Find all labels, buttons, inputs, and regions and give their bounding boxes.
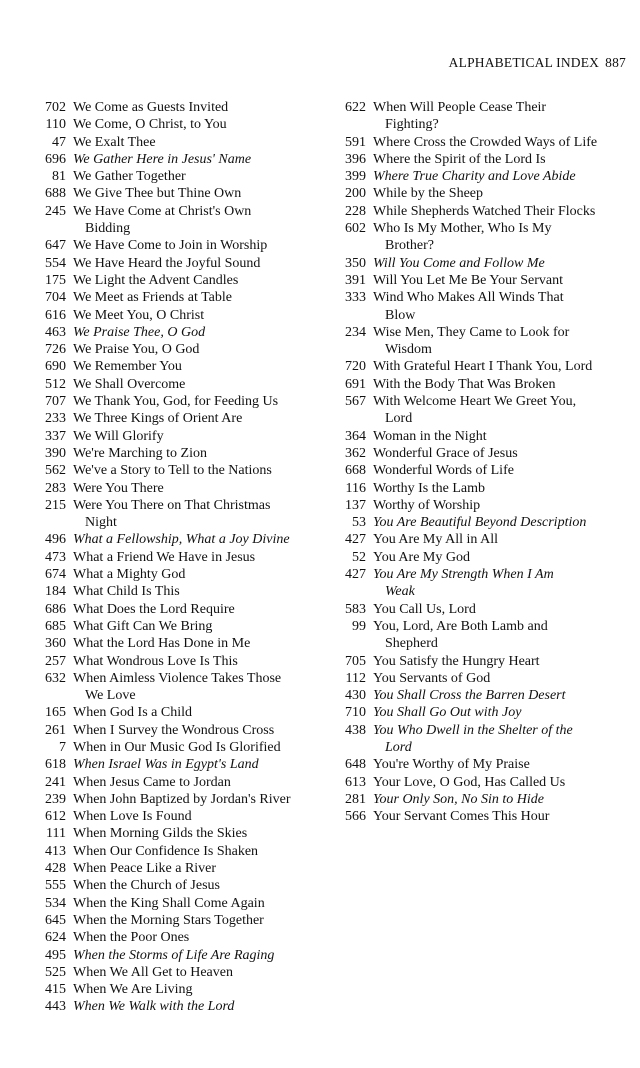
index-entry [30,237,320,254]
hymn-number: 438 [345,722,366,738]
index-entry [330,480,635,497]
hymn-title-continuation: Lord [385,411,413,427]
hymn-number: 562 [45,463,66,479]
hymn-title: Your Love, O God, Has Called Us [373,774,566,790]
hymn-title-continuation: We Love [85,688,136,704]
hymn-title: When the Poor Ones [73,930,190,946]
hymn-number: 473 [45,549,66,565]
index-entry [30,462,320,479]
hymn-title: Where True Charity and Love Abide [373,169,576,185]
index-entry [330,514,635,531]
hymn-title-continuation: Fighting? [385,117,439,133]
hymn-number: 674 [45,567,66,583]
index-entry [330,289,635,324]
hymn-number: 704 [45,290,66,306]
hymn-number: 612 [45,809,66,825]
index-column-right [330,99,635,825]
index-entry [330,722,635,757]
hymn-number: 443 [45,999,66,1015]
hymn-number: 427 [345,532,366,548]
hymn-number: 228 [345,203,366,219]
hymn-title-continuation: Lord [385,739,412,755]
hymn-number: 350 [345,255,366,271]
hymn-title: We're Marching to Zion [73,445,207,461]
hymn-number: 362 [345,445,366,461]
hymn-number: 645 [45,912,66,928]
index-entry [330,618,635,653]
hymn-title: When We All Get to Heaven [73,964,233,980]
hymn-number: 624 [45,930,66,946]
hymn-number: 111 [46,826,66,842]
hymn-number: 200 [345,186,366,202]
index-entry [330,255,635,272]
hymn-title: Worthy of Worship [373,497,481,513]
hymn-title: You Shall Cross the Barren Desert [373,688,566,704]
hymn-number: 7 [59,739,66,755]
index-entry [30,116,320,133]
hymn-number: 686 [45,601,66,617]
hymn-title: We Remember You [73,359,182,375]
index-entry [330,670,635,687]
index-entry [330,376,635,393]
hymn-title: What Does the Lord Require [73,601,235,617]
hymn-number: 234 [345,324,366,340]
index-entry [30,255,320,272]
hymn-number: 613 [345,774,366,790]
hymn-number: 396 [345,151,366,167]
hymn-number: 495 [45,947,66,963]
hymn-number: 705 [345,653,366,669]
running-header [449,55,626,71]
index-entry [30,358,320,375]
index-entry [30,376,320,393]
hymn-title: Worthy Is the Lamb [373,480,486,496]
hymn-title-continuation: Weak [385,584,415,600]
index-entry [30,99,320,116]
hymn-number: 668 [345,463,366,479]
hymn-title: You Shall Go Out with Joy [373,705,522,721]
index-entry [330,653,635,670]
hymn-title: Your Servant Comes This Hour [373,809,550,825]
hymn-title: When Israel Was in Egypt's Land [73,757,259,773]
hymn-title: What a Fellowship, What a Joy Divine [73,532,290,548]
hymn-title: With Grateful Heart I Thank You, Lord [373,359,593,375]
index-entry [30,929,320,946]
index-entry [30,670,320,705]
hymn-number: 53 [352,515,366,531]
hymn-number: 685 [45,618,66,634]
hymn-title: What the Lord Has Done in Me [73,636,251,652]
index-entry [30,877,320,894]
hymn-title: While Shepherds Watched Their Flocks [373,203,596,219]
hymn-number: 567 [345,394,366,410]
header-title: ALPHABETICAL INDEX [448,55,600,70]
index-entry [330,220,635,255]
hymn-title: Wonderful Grace of Jesus [373,445,518,461]
hymn-title: Were You There on That Christmas [73,497,271,513]
hymn-title: Wind Who Makes All Winds That [373,290,564,306]
index-entry [30,756,320,773]
hymn-title: You Call Us, Lord [373,601,476,617]
hymn-number: 233 [45,411,66,427]
hymn-number: 428 [45,861,66,877]
index-entry [330,566,635,601]
hymn-title: We Gather Together [73,169,186,185]
hymn-number: 175 [45,272,66,288]
hymn-title: We Come as Guests Invited [73,100,229,115]
hymn-title: When the Morning Stars Together [73,912,264,928]
hymn-number: 463 [45,324,66,340]
index-entry [330,808,635,825]
index-entry [330,428,635,445]
index-entry [30,307,320,324]
hymn-number: 99 [352,618,366,634]
hymn-number: 427 [345,567,366,583]
index-entry [30,324,320,341]
index-entry [30,410,320,427]
index-entry [30,393,320,410]
hymn-number: 688 [45,186,66,202]
index-entry [30,704,320,721]
index-entry [30,185,320,202]
index-entry [330,324,635,359]
index-entry [30,583,320,600]
index-entry [330,756,635,773]
index-entry [330,774,635,791]
hymn-title: We Three Kings of Orient Are [73,411,243,427]
index-entry [330,791,635,808]
hymn-number: 690 [45,359,66,375]
hymn-number: 618 [45,757,66,773]
index-entry [30,289,320,306]
hymn-title: Will You Come and Follow Me [373,255,545,271]
hymn-title: You Servants of God [373,670,491,686]
index-entry [330,358,635,375]
hymn-title: While by the Sheep [373,186,484,202]
hymn-title: We Give Thee but Thine Own [73,186,242,202]
hymn-number: 364 [345,428,366,444]
hymn-number: 415 [45,982,66,998]
index-entry [30,428,320,445]
hymn-title-continuation: Bidding [85,221,131,237]
index-entry [30,653,320,670]
hymn-title: We Have Heard the Joyful Sound [73,255,261,271]
hymn-title: When We Walk with the Lord [73,999,235,1015]
hymn-number: 430 [345,688,366,704]
hymn-title: With the Body That Was Broken [373,376,556,392]
hymn-number: 726 [45,342,66,358]
hymn-title: We Meet as Friends at Table [73,290,232,306]
hymn-number: 52 [352,549,366,565]
index-entry [30,203,320,238]
hymn-number: 555 [45,878,66,894]
index-entry [330,601,635,618]
hymn-title: When Peace Like a River [73,861,217,877]
hymn-number: 337 [45,428,66,444]
hymn-number: 413 [45,843,66,859]
hymn-number: 116 [345,480,366,496]
index-entry [30,134,320,151]
hymn-number: 245 [45,203,66,219]
index-entry [30,895,320,912]
hymn-title: When John Baptized by Jordan's River [73,791,291,807]
hymn-title: You Are Beautiful Beyond Description [373,515,587,531]
hymn-number: 496 [45,532,66,548]
index-entry [30,272,320,289]
hymn-title: What a Friend We Have in Jesus [73,549,256,565]
index-entry [330,393,635,428]
hymn-number: 525 [45,964,66,980]
hymn-number: 720 [345,359,366,375]
hymn-number: 360 [45,636,66,652]
hymn-title: When I Survey the Wondrous Cross [73,722,275,738]
hymn-title: When God Is a Child [73,705,192,721]
hymn-number: 81 [52,169,66,185]
hymn-number: 648 [345,757,366,773]
index-entry [30,566,320,583]
hymn-number: 391 [345,272,366,288]
hymn-title: When the Church of Jesus [73,878,220,894]
index-entry [330,203,635,220]
hymn-title: You Satisfy the Hungry Heart [373,653,540,669]
hymn-title: When Morning Gilds the Skies [73,826,248,842]
hymn-number: 112 [345,670,366,686]
hymn-number: 241 [45,774,66,790]
hymn-title: What a Mighty God [73,567,186,583]
hymn-title-continuation: Brother? [385,238,434,254]
hymn-title-continuation: Wisdom [385,342,432,358]
hymn-title: What Gift Can We Bring [73,618,213,634]
hymn-title: You Are My God [373,549,470,565]
hymn-number: 591 [345,134,366,150]
hymn-title: Where Cross the Crowded Ways of Life [373,134,598,150]
hymn-number: 616 [45,307,66,323]
index-entry [30,825,320,842]
index-entry [30,860,320,877]
hymn-number: 632 [45,670,66,686]
index-entry [30,168,320,185]
hymn-number: 691 [345,376,366,392]
index-entry [330,497,635,514]
hymn-title: When Love Is Found [73,809,192,825]
hymn-number: 390 [45,445,66,461]
hymn-number: 283 [45,480,66,496]
index-entry [30,998,320,1015]
hymn-title: Where the Spirit of the Lord Is [373,151,546,167]
hymn-title: When Will People Cease Their [373,100,547,115]
hymn-title: Will You Let Me Be Your Servant [373,272,563,288]
hymn-number: 554 [45,255,66,271]
hymn-title: When the Storms of Life Are Raging [73,947,275,963]
index-entry [30,774,320,791]
index-entry [30,531,320,548]
index-entry [330,462,635,479]
index-entry [330,134,635,151]
hymn-title-continuation: Night [85,515,117,531]
hymn-number: 261 [45,722,66,738]
hymn-number: 622 [345,100,366,115]
hymn-number: 47 [52,134,66,150]
index-entry [30,445,320,462]
hymn-title: You Are My All in All [373,532,498,548]
index-entry [30,601,320,618]
hymn-title: Were You There [73,480,164,496]
index-entry [30,341,320,358]
index-entry [30,912,320,929]
index-entry [330,151,635,168]
index-column-left [30,99,320,1016]
hymn-number: 647 [45,238,66,254]
hymn-title: We Have Come to Join in Worship [73,238,268,254]
index-entry [330,168,635,185]
hymn-title: We Thank You, God, for Feeding Us [73,394,279,410]
index-entry [330,549,635,566]
hymn-title: We Meet You, O Christ [73,307,205,323]
index-entry [30,791,320,808]
index-entry [30,964,320,981]
hymn-title: We Have Come at Christ's Own [73,203,252,219]
index-entry [330,99,635,134]
hymn-number: 399 [345,169,366,185]
hymn-title: You Who Dwell in the Shelter of the [373,722,573,738]
hymn-title: Wonderful Words of Life [373,463,514,479]
hymn-title: We Gather Here in Jesus' Name [73,151,252,167]
hymn-title: When Our Confidence Is Shaken [73,843,259,859]
index-entry [30,635,320,652]
index-entry [30,480,320,497]
hymn-number: 257 [45,653,66,669]
hymn-title: When Aimless Violence Takes Those [73,670,282,686]
hymn-title: We Shall Overcome [73,376,186,392]
page-number: 887 [605,55,626,70]
hymn-title: Wise Men, They Came to Look for [373,324,570,340]
hymn-number: 583 [345,601,366,617]
hymn-title: We Exalt Thee [73,134,156,150]
hymn-title: We Light the Advent Candles [73,272,239,288]
index-entry [330,687,635,704]
hymn-title: We Come, O Christ, to You [73,117,227,133]
hymn-number: 696 [45,151,66,167]
hymn-title: When Jesus Came to Jordan [73,774,231,790]
hymn-title: You, Lord, Are Both Lamb and [373,618,548,634]
hymn-title: We Will Glorify [73,428,164,444]
hymn-title: You're Worthy of My Praise [373,757,530,773]
hymn-number: 165 [45,705,66,721]
hymn-number: 702 [45,100,66,115]
hymn-number: 602 [345,221,366,237]
hymn-number: 566 [345,809,366,825]
hymn-number: 215 [45,497,66,513]
hymn-number: 333 [345,290,366,306]
index-entry [30,151,320,168]
hymn-title: When We Are Living [73,982,193,998]
hymn-title: You Are My Strength When I Am [373,567,554,583]
hymn-title: We've a Story to Tell to the Nations [73,463,272,479]
hymn-title: What Child Is This [73,584,180,600]
index-entry [30,722,320,739]
index-entry [30,739,320,756]
hymn-number: 707 [45,394,66,410]
hymn-number: 281 [345,791,366,807]
index-entry [30,808,320,825]
hymn-number: 137 [345,497,366,513]
index-entry [330,185,635,202]
index-entry [30,981,320,998]
hymn-number: 710 [345,705,366,721]
hymn-number: 110 [45,117,66,133]
index-entry [330,531,635,548]
hymn-title-continuation: Blow [385,307,416,323]
index-entry [30,618,320,635]
hymn-title-continuation: Shepherd [385,636,438,652]
hymn-number: 534 [45,895,66,911]
hymn-title: Who Is My Mother, Who Is My [373,221,552,237]
hymn-title: When in Our Music God Is Glorified [73,739,281,755]
hymn-title: What Wondrous Love Is This [73,653,238,669]
hymn-title: We Praise You, O God [73,342,200,358]
hymn-title: We Praise Thee, O God [73,324,206,340]
hymn-number: 184 [45,584,66,600]
index-entry [330,704,635,721]
index-entry [30,497,320,532]
index-entry [330,445,635,462]
index-entry [30,549,320,566]
hymn-title: With Welcome Heart We Greet You, [373,394,577,410]
hymn-title: When the King Shall Come Again [73,895,265,911]
index-entry [330,272,635,289]
index-entry [30,947,320,964]
hymn-title: Woman in the Night [373,428,487,444]
index-entry [30,843,320,860]
hymn-number: 512 [45,376,66,392]
hymn-title: Your Only Son, No Sin to Hide [373,791,544,807]
hymn-number: 239 [45,791,66,807]
